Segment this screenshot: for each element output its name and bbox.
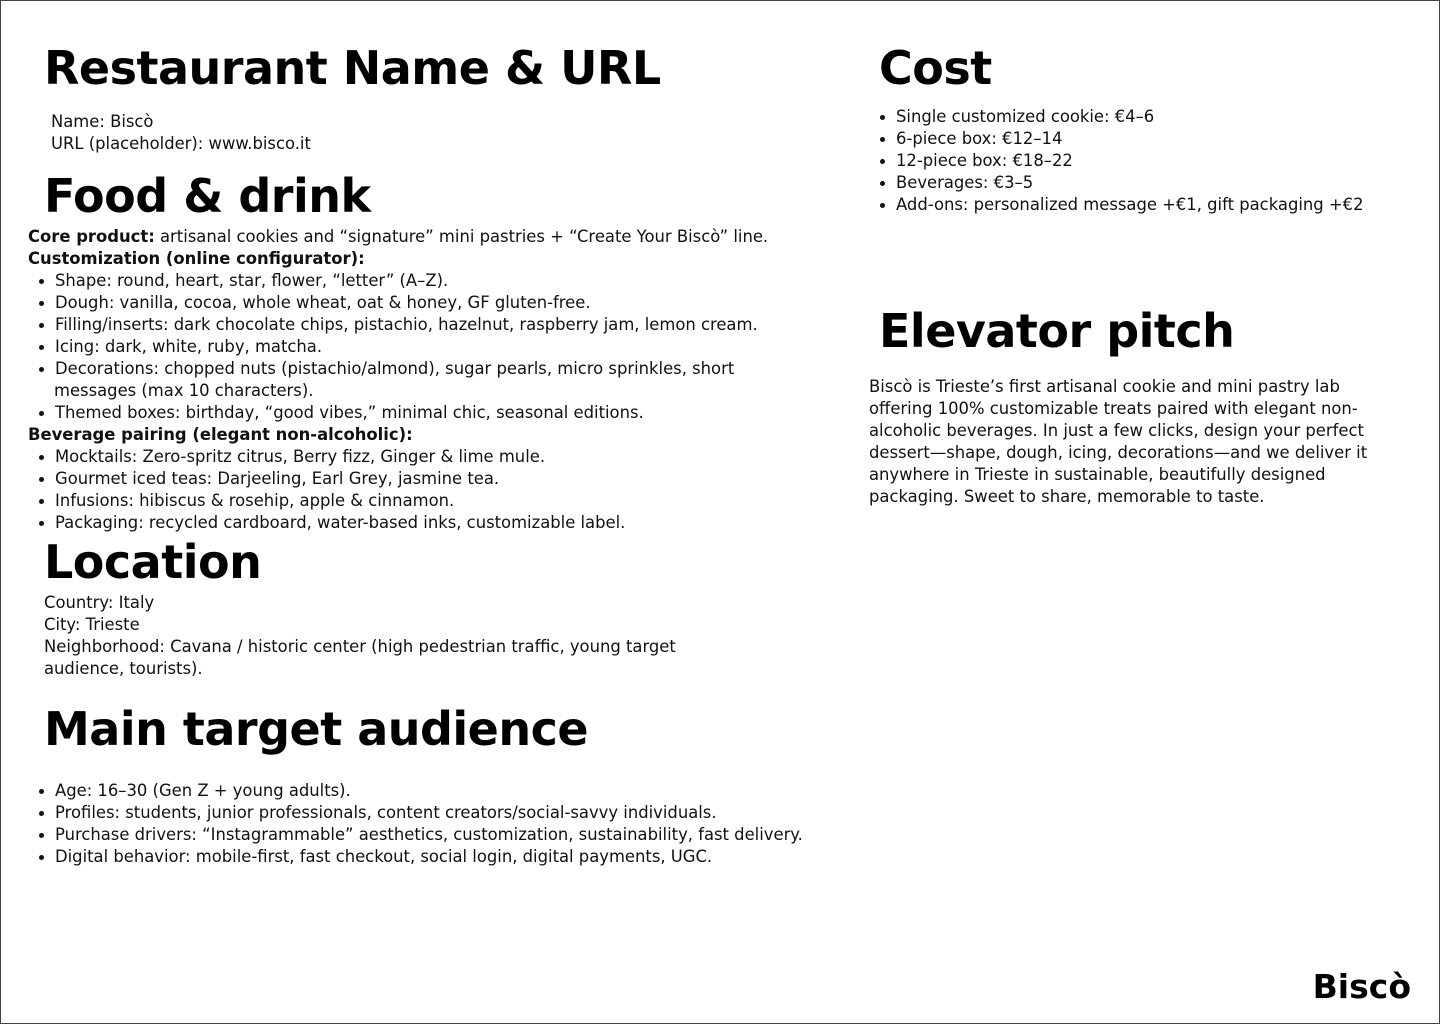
restaurant-info: [51, 111, 311, 155]
list-item: Packaging: recycled cardboard, water-based inks, customizable label.: [28, 512, 625, 534]
pitch-heading: Elevator pitch: [879, 304, 1235, 358]
list-item: Single customized cookie: €4–6: [879, 106, 1364, 128]
location-neighborhood-cont: audience, tourists).: [44, 659, 203, 678]
list-item: Add-ons: personalized message +€1, gift packaging +€2: [879, 194, 1364, 216]
list-item: Themed boxes: birthday, “good vibes,” minimal chic, seasonal editions.: [28, 402, 758, 424]
customization-list: [28, 270, 758, 424]
audience-list: [28, 780, 803, 868]
beverage-list: [28, 446, 625, 534]
pitch-line: dessert—shape, dough, icing, decorations—and we deliver it: [869, 443, 1368, 462]
list-item: Profiles: students, junior professionals, content creators/social-savvy individuals.: [28, 802, 803, 824]
cost-list: [879, 106, 1364, 216]
list-item: Purchase drivers: “Instagrammable” aesthetics, customization, sustainability, fast delivery.: [28, 824, 803, 846]
location-heading: Location: [44, 535, 262, 589]
list-item: Filling/inserts: dark chocolate chips, pistachio, hazelnut, raspberry jam, lemon cream.: [28, 314, 758, 336]
beverage-label-wrap: [28, 424, 413, 446]
decorations-continuation: messages (max 10 characters).: [54, 381, 314, 400]
brand-logo: Biscò: [1312, 967, 1411, 1006]
core-product-label: Core product:: [28, 227, 155, 246]
pitch-line: packaging. Sweet to share, memorable to taste.: [869, 487, 1265, 506]
pitch-line: Biscò is Trieste’s first artisanal cookie and mini pastry lab: [869, 377, 1340, 396]
customization-label: Customization (online configurator):: [28, 249, 365, 268]
core-product-text: artisanal cookies and “signature” mini pastries + “Create Your Biscò” line.: [154, 227, 769, 246]
list-item: Mocktails: Zero-spritz citrus, Berry fizz, Ginger & lime mule.: [28, 446, 625, 468]
list-item: Decorations: chopped nuts (pistachio/almond), sugar pearls, micro sprinkles, short messages (max 10 characters).: [28, 358, 758, 402]
location-neighborhood: Neighborhood: Cavana / historic center (high pedestrian traffic, young target: [44, 637, 676, 656]
restaurant-heading: Restaurant Name & URL: [44, 41, 661, 95]
location-city: City: Trieste: [44, 615, 140, 634]
location-country: Country: Italy: [44, 593, 155, 612]
pitch-line: offering 100% customizable treats paired with elegant non-: [869, 399, 1358, 418]
location-info: [44, 592, 676, 680]
beverage-label: Beverage pairing (elegant non-alcoholic):: [28, 425, 413, 444]
list-item: Gourmet iced teas: Darjeeling, Earl Grey, jasmine tea.: [28, 468, 625, 490]
audience-heading: Main target audience: [44, 702, 589, 756]
pitch-line: anywhere in Trieste in sustainable, beautifully designed: [869, 465, 1326, 484]
list-item: Shape: round, heart, star, flower, “letter” (A–Z).: [28, 270, 758, 292]
list-item: Icing: dark, white, ruby, matcha.: [28, 336, 758, 358]
pitch-line: alcoholic beverages. In just a few clicks, design your perfect: [869, 421, 1364, 440]
list-item: Age: 16–30 (Gen Z + young adults).: [28, 780, 803, 802]
list-item: Digital behavior: mobile-first, fast checkout, social login, digital payments, UGC.: [28, 846, 803, 868]
restaurant-url: URL (placeholder): www.bisco.it: [51, 134, 311, 153]
list-item: 12-piece box: €18–22: [879, 150, 1364, 172]
list-item: Dough: vanilla, cocoa, whole wheat, oat & honey, GF gluten-free.: [28, 292, 758, 314]
pitch-paragraph: [869, 376, 1367, 508]
cost-heading: Cost: [879, 41, 992, 95]
core-product: [28, 226, 768, 270]
restaurant-name: Name: Biscò: [51, 112, 154, 131]
list-item: 6-piece box: €12–14: [879, 128, 1364, 150]
list-item: Beverages: €3–5: [879, 172, 1364, 194]
list-item: Infusions: hibiscus & rosehip, apple & cinnamon.: [28, 490, 625, 512]
food-heading: Food & drink: [44, 169, 371, 223]
